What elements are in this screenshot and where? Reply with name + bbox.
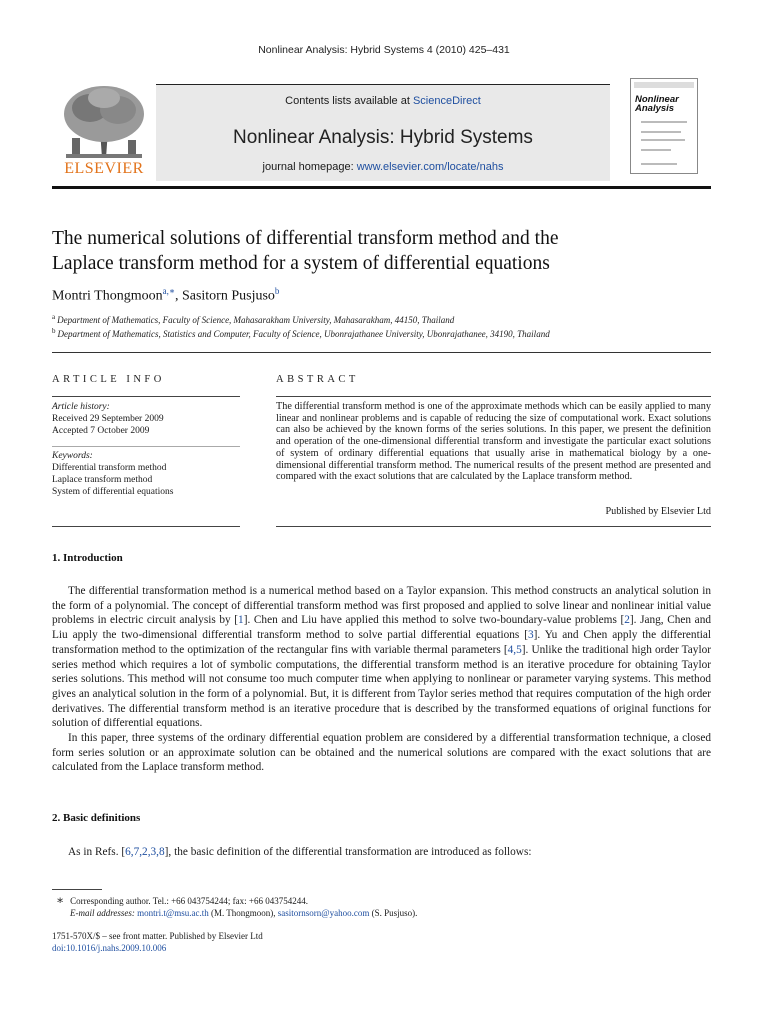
email-link-1[interactable]: montri.t@msu.ac.th xyxy=(137,908,209,918)
article-info-rule-bottom xyxy=(52,526,240,527)
section-heading-introduction: 1. Introduction xyxy=(52,552,123,564)
keywords-block xyxy=(52,450,240,498)
intro-p1-text: ]. Chen and Liu have applied this method to solve two-boundary-value problems [ xyxy=(243,614,625,627)
journal-name: Nonlinear Analysis: Hybrid Systems xyxy=(233,127,533,148)
keyword-item: System of differential equations xyxy=(52,487,174,497)
sciencedirect-link[interactable]: ScienceDirect xyxy=(412,95,481,107)
affil-a-text: Department of Mathematics, Faculty of Science, Mahasarakham University, Mahasarakham, 44150, Thailand xyxy=(57,315,455,325)
affiliation-rule xyxy=(52,352,711,353)
keywords-label: Keywords: xyxy=(52,451,93,461)
email-label: E-mail addresses: xyxy=(70,908,135,918)
article-info-heading: ARTICLE INFO xyxy=(52,374,165,385)
intro-p1-text: ]. Yu and Chen apply the differential transformation method to the optimization of the rectangular fins with variable thermal parameters [ xyxy=(52,629,711,656)
cover-text-line xyxy=(641,131,681,133)
header-rule xyxy=(52,186,711,189)
cover-title-line1: Nonlinear xyxy=(635,94,679,105)
front-matter xyxy=(52,930,263,954)
article-info-rule xyxy=(52,396,240,397)
affil-b-mark: b xyxy=(52,327,56,335)
doi-link[interactable]: doi:10.1016/j.nahs.2009.10.006 xyxy=(52,943,167,953)
contents-line xyxy=(156,95,610,107)
cover-text-line xyxy=(641,121,687,123)
cover-title xyxy=(635,95,695,113)
publisher-note: Published by Elsevier Ltd xyxy=(605,506,711,517)
email-footnote xyxy=(70,907,417,919)
citation-link[interactable]: 6,7,2,3,8 xyxy=(125,846,165,858)
history-label: Article history: xyxy=(52,402,110,412)
basic-p1-text: As in Refs. [ xyxy=(68,846,126,858)
cover-text-line xyxy=(641,149,671,151)
cover-text-line xyxy=(641,139,685,141)
cover-text-line xyxy=(641,163,677,165)
corresponding-author-footnote xyxy=(52,894,308,907)
corresponding-text: Corresponding author. Tel.: +66 043754244; fax: +66 043754244. xyxy=(70,896,308,906)
journal-cover-thumbnail xyxy=(630,78,698,174)
abstract-rule xyxy=(276,396,711,397)
received-date: Received 29 September 2009 xyxy=(52,414,164,424)
journal-header xyxy=(52,74,712,186)
email-link-2[interactable]: sasitornsorn@yahoo.com xyxy=(277,908,370,918)
author-1: Montri Thongmoon xyxy=(52,288,163,304)
homepage-line xyxy=(156,161,610,173)
abstract-text: The differential transform method is one of the approximate methods which can be easily applied to many linear and nonlinear problems and is capable of reducing the size of computational work. Exact solutions can also be achieved by the known forms of the series solutions. In this paper, we present the definition and operation of the one-dimensional differential transform and investigate the particular exact solutions of system of ordinary differential equations that usually arise in mathematical biology by a one-dimensional differential transform method. The numerical results of the present method are presented and compared with the exact solutions that are calculated by the Laplace transform method. xyxy=(276,401,711,483)
footnote-star: ∗ xyxy=(56,893,65,907)
intro-p1-text: The differential transformation method is a numerical method based on a Taylor expansion. This method constructs an analytical solution in the form of a polynomial. The concept of differential transform method was first proposed and applied to solve linear and nonlinear initial value problems in electric circuit analysis by [ xyxy=(52,585,711,627)
intro-p1-text: ]. Jang, Chen and Liu apply the two-dimensional differential transform method to solve partial differential equations [ xyxy=(52,614,711,642)
citation-link[interactable]: 1 xyxy=(238,614,244,627)
article-title xyxy=(52,226,722,276)
intro-paragraph-1 xyxy=(52,584,711,731)
issn-line: 1751-570X/$ – see front matter. Published by Elsevier Ltd xyxy=(52,931,263,941)
journal-citation: Nonlinear Analysis: Hybrid Systems 4 (2010) 425–431 xyxy=(258,44,510,56)
basic-paragraph-1 xyxy=(52,845,711,860)
author-2-affiliation-mark[interactable]: b xyxy=(274,286,280,296)
cover-title-line2: Analysis xyxy=(635,103,675,114)
email-2-owner: (S. Pusjuso). xyxy=(369,908,418,918)
affiliation-a xyxy=(52,313,454,325)
author-1-affiliation-mark[interactable]: a,∗ xyxy=(162,286,175,296)
authors-line: Montri Thongmoon$^{a,∗}$, Sasitorn Pusjuso$^b$ xyxy=(52,286,280,304)
citation-link[interactable]: 3 xyxy=(528,629,534,642)
affiliation-b xyxy=(52,327,550,339)
homepage-prefix: journal homepage: xyxy=(262,161,357,173)
article-info-divider xyxy=(52,446,240,447)
introduction-body xyxy=(52,584,711,775)
journal-banner xyxy=(156,84,610,181)
elsevier-wordmark: ELSEVIER xyxy=(64,160,144,177)
journal-homepage-link[interactable]: www.elsevier.com/locate/nahs xyxy=(356,161,504,173)
cover-top-bar xyxy=(634,82,694,88)
abstract-heading: ABSTRACT xyxy=(276,374,359,385)
title-line1: The numerical solutions of differential transform method and the xyxy=(52,228,559,249)
title-line2: Laplace transform method for a system of differential equations xyxy=(52,253,550,274)
keyword-item: Laplace transform method xyxy=(52,475,153,485)
footnote-rule xyxy=(52,889,102,890)
affil-b-text: Department of Mathematics, Statistics and Computer, Faculty of Science, Ubonrajathanee University, Ubonrajathanee, 34190, Thailand xyxy=(57,329,550,339)
accepted-date: Accepted 7 October 2009 xyxy=(52,426,150,436)
intro-paragraph-2: In this paper, three systems of the ordinary differential equation problem are considered by a differential transformation technique, a closed form series solution or an approximate solution can be obtained and the numerical solutions are compared with the exact solutions that are calculated from the Laplace transform method. xyxy=(52,732,711,774)
citation-link[interactable]: 4,5 xyxy=(507,643,522,656)
article-history xyxy=(52,401,240,437)
basic-definitions-body xyxy=(52,845,711,860)
citation-link[interactable]: 2 xyxy=(624,614,630,627)
email-1-owner: (M. Thongmoon), xyxy=(208,908,278,918)
author-2: Sasitorn Pusjuso xyxy=(181,288,275,304)
abstract-rule-bottom xyxy=(276,526,711,527)
intro-p1-text: ]. Unlike the traditional high order Taylor series method which requires a lot of symbolic computations, the differential transform method is an iterative procedure for obtaining Taylor series solutions. This method will not consume too much computer time when applying to nonlinear or parameter varying systems. This method gives an analytical solution in the form of a polynomial. But, it is different from Taylor series method that requires computation of the high order derivatives. The differential transform method is an iterative procedure that is described by the transformed equations of original functions for solution of differential equations. xyxy=(52,643,711,730)
affil-a-mark: a xyxy=(52,313,56,321)
keyword-item: Differential transform method xyxy=(52,463,167,473)
section-heading-basic-definitions: 2. Basic definitions xyxy=(52,812,141,824)
basic-p1-text: ], the basic definition of the differential transformation are introduced as follows: xyxy=(164,846,532,858)
contents-prefix: Contents lists available at xyxy=(285,95,413,107)
